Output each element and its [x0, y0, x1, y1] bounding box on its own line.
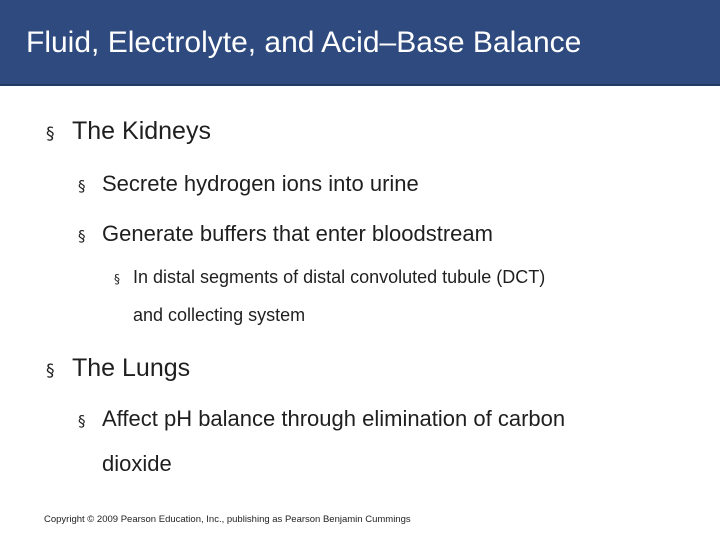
slide-title: Fluid, Electrolyte, and Acid–Base Balance — [26, 26, 582, 59]
bullet-marker-icon: § — [46, 361, 55, 381]
bullet-generate-buffers — [78, 221, 678, 247]
bullet-text-line1: In distal segments of distal convoluted tubule (DCT) — [133, 267, 546, 287]
bullet-lungs — [46, 353, 646, 383]
bullet-marker-icon: § — [46, 124, 55, 144]
bullet-text: Secrete hydrogen ions into urine — [102, 171, 419, 196]
bullet-marker-icon: § — [78, 227, 86, 245]
bullet-marker-icon: § — [78, 412, 86, 430]
bullet-text-line2: dioxide — [102, 451, 172, 476]
bullet-text: Generate buffers that enter bloodstream — [102, 221, 493, 246]
copyright-footer: Copyright © 2009 Pearson Education, Inc., publishing as Pearson Benjamin Cummings — [44, 514, 411, 525]
bullet-marker-icon: § — [114, 272, 120, 286]
bullet-text: The Lungs — [72, 354, 191, 382]
bullet-text: The Kidneys — [72, 117, 211, 145]
bullet-secrete-hydrogen — [78, 171, 678, 197]
bullet-marker-icon: § — [78, 177, 86, 195]
title-bar — [0, 0, 720, 86]
bullet-text-line2: and collecting system — [133, 305, 306, 325]
bullet-text-line1: Affect pH balance through elimination of carbon — [102, 406, 566, 431]
bullet-distal-segments — [114, 266, 694, 326]
bullet-kidneys — [46, 116, 646, 146]
bullet-affect-ph — [78, 406, 678, 478]
